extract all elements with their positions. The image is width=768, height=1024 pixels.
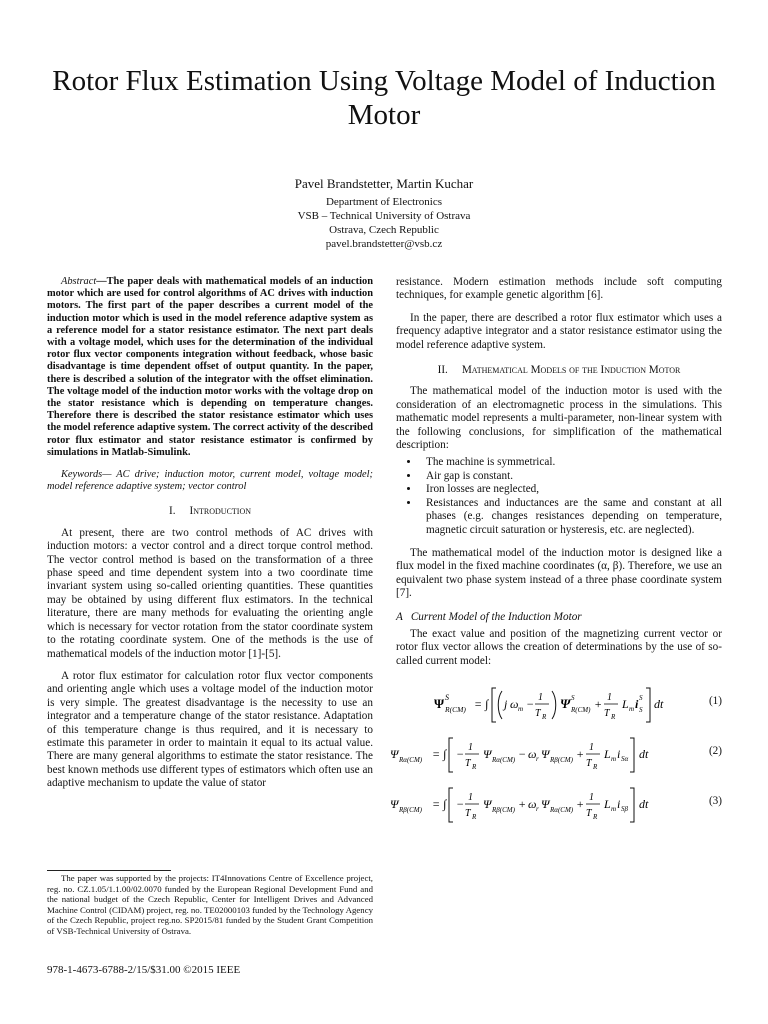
paper-title: Rotor Flux Estimation Using Voltage Model of Induction Motor bbox=[52, 65, 716, 131]
svg-text:R(CM): R(CM) bbox=[571, 706, 591, 715]
svg-text:Sα: Sα bbox=[621, 755, 629, 764]
svg-text:T: T bbox=[535, 708, 541, 720]
svg-text:i: i bbox=[617, 797, 621, 812]
svg-text:Ψ: Ψ bbox=[483, 747, 492, 762]
svg-text:m: m bbox=[518, 705, 524, 714]
svg-text:+: + bbox=[576, 747, 585, 762]
svg-text:R: R bbox=[472, 763, 477, 772]
svg-text:L: L bbox=[622, 697, 629, 712]
equation-number: (2) bbox=[708, 745, 722, 758]
list-item: • Iron losses are neglected, bbox=[420, 483, 722, 496]
svg-text:1: 1 bbox=[589, 742, 594, 754]
affiliation-university: VSB – Technical University of Ostrava bbox=[297, 210, 471, 222]
assumption-list bbox=[396, 456, 722, 536]
equation-1-formula bbox=[434, 682, 704, 726]
svg-text:S: S bbox=[639, 694, 643, 703]
svg-text:T: T bbox=[465, 758, 471, 770]
svg-text:dt: dt bbox=[654, 697, 664, 712]
keywords-text: — AC drive; induction motor, current model, voltage model; model reference adaptive system; vector control bbox=[47, 469, 373, 493]
svg-text:1: 1 bbox=[468, 742, 473, 754]
funding-footnote bbox=[47, 873, 373, 937]
models-paragraph-2: The mathematical model of the induction motor is designed like a flux model in the fixed machine coordinates (α, β). Therefore, we use an equivalent two phase system instead of a three phase coordinate system [7]. bbox=[396, 546, 722, 600]
svg-text:= ∫: = ∫ bbox=[432, 797, 447, 812]
svg-text:1: 1 bbox=[589, 792, 594, 804]
left-column bbox=[47, 276, 373, 791]
svg-text:dt: dt bbox=[639, 797, 649, 812]
section-heading-models bbox=[396, 364, 722, 377]
subsection-title: Current Model of the Induction Motor bbox=[410, 610, 582, 623]
svg-text:−: − bbox=[526, 697, 535, 712]
svg-text:j: j bbox=[504, 697, 508, 712]
equation-1 bbox=[396, 682, 722, 726]
abstract-label: Abstract bbox=[61, 276, 97, 287]
models-paragraph-1: The mathematical model of the induction motor is used with the consideration of an electromagnetic process in the simulations. This mathematic model represents a multi-parameter, non-linear system with the following conclusions, for simplification of the mathematical description: bbox=[396, 385, 722, 452]
author-list: Pavel Brandstetter, Martin Kuchar bbox=[294, 176, 474, 191]
right-column bbox=[390, 276, 722, 832]
intro-paragraph-continued: resistance. Modern estimation methods include soft computing techniques, for example genetic algorithm [6]. bbox=[396, 276, 722, 302]
svg-text:= ∫: = ∫ bbox=[432, 747, 447, 762]
section-title: Introduction bbox=[189, 505, 252, 518]
list-item: • Air gap is constant. bbox=[420, 470, 722, 483]
svg-text:T: T bbox=[465, 808, 471, 820]
equation-lhs-symbol: Ψ bbox=[390, 747, 399, 762]
section-title: Mathematical Models of the Induction Motor bbox=[461, 364, 681, 377]
models-paragraph-3: The exact value and position of the magnetizing current vector or rotor flux vector allows the creation of determinations by the use of so-called current model: bbox=[396, 627, 722, 667]
equation-2-formula bbox=[390, 732, 680, 776]
equation-lhs-subscript: Rβ(CM) bbox=[399, 806, 422, 815]
equation-number: (1) bbox=[708, 695, 722, 708]
svg-text:i: i bbox=[617, 747, 621, 762]
svg-text:R: R bbox=[472, 813, 477, 822]
svg-text:L: L bbox=[604, 797, 611, 812]
svg-text:Ψ: Ψ bbox=[541, 797, 550, 812]
equation-lhs-subscript: Rα(CM) bbox=[399, 756, 423, 765]
svg-text:r: r bbox=[536, 805, 539, 814]
svg-text:T: T bbox=[586, 808, 592, 820]
svg-text:ω: ω bbox=[528, 747, 537, 762]
section-heading-introduction bbox=[47, 505, 373, 518]
svg-text:R: R bbox=[593, 763, 598, 772]
svg-text:dt: dt bbox=[639, 747, 649, 762]
svg-text:S: S bbox=[571, 694, 575, 703]
svg-text:1: 1 bbox=[607, 692, 612, 704]
section-number: II. bbox=[437, 364, 448, 377]
intro-paragraph-2: A rotor flux estimator for calculation rotor flux vector components and orienting angle which uses a voltage model of the induction motor is very simple. The greatest disadvantage is the necessity to use an integrator and a temperature change of the stator resistance. Adaptation of this temperature change is thus required, and it is necessary to estimate this parameter in order to maintain it equal to its actual value. There are many general algorithms to estimate the stator resistance. The best known methods use different types of estimators which often use an adaptive mechanism to update the value of stator bbox=[47, 669, 373, 790]
svg-text:Rβ(CM): Rβ(CM) bbox=[550, 756, 573, 765]
abstract-text: —The paper deals with mathematical models of an induction motor which are used for control algorithms of AC drives with induction motors. The first part of the paper describes a current model of the induction motor which is used in the model reference adaptive system as a reference model for a stator resistance estimator. The next part deals with a voltage model, which uses for the determination of the individual rotor flux vector components integration without feedback, whose basic disadvantage is time dependent offset of output quantity. In the paper, there is described a solution of the integrator with the offset elimination. The voltage model of the induction motor works with the voltage drop on the stator resistance which is depending on temperature changes. Therefore there is described the stator resistance estimator which uses the model reference adaptive system. The correct activity of the described rotor flux estimator and stator resistance estimator is confirmed by simulations in Matlab-Simulink. bbox=[47, 276, 373, 458]
svg-text:Rα(CM): Rα(CM) bbox=[492, 756, 516, 765]
svg-text:Rα(CM): Rα(CM) bbox=[550, 806, 574, 815]
svg-text:r: r bbox=[536, 755, 539, 764]
svg-text:L: L bbox=[604, 747, 611, 762]
equation-2 bbox=[390, 732, 722, 776]
svg-text:−: − bbox=[518, 747, 527, 762]
svg-text:+: + bbox=[518, 797, 527, 812]
svg-text:Ψ: Ψ bbox=[560, 696, 571, 712]
equation-lhs-symbol: Ψ bbox=[434, 696, 445, 712]
svg-text:i: i bbox=[635, 697, 639, 712]
footnote-text: The paper was supported by the projects: IT4Innovations Centre of Excellence project, reg. no. CZ.1.05/1.1.00/02.0070 funded by the European Regional Development Fund and the national budget of the Czech Republic, Center for Intelligent Drives and Advanced Machine Control (CIDAM) project, reg. no. TE02000103 funded by the Technology Agency of the Czech Republic, project reg.no. SP2015/81 funded by the Student Grant Competition of VSB-Technical University of Ostrava. bbox=[47, 873, 373, 936]
equation-number: (3) bbox=[708, 795, 722, 808]
svg-text:−: − bbox=[456, 747, 465, 762]
svg-text:R: R bbox=[542, 713, 547, 722]
svg-text:+: + bbox=[576, 797, 585, 812]
svg-text:R: R bbox=[611, 713, 616, 722]
svg-text:Sβ: Sβ bbox=[621, 805, 628, 814]
svg-text:T: T bbox=[586, 758, 592, 770]
affiliation-city: Ostrava, Czech Republic bbox=[329, 224, 439, 236]
svg-text:R: R bbox=[593, 813, 598, 822]
equation-lhs-symbol: Ψ bbox=[390, 797, 399, 812]
svg-text:+: + bbox=[594, 697, 603, 712]
subsection-heading-current-model bbox=[396, 611, 722, 624]
svg-text:m: m bbox=[629, 705, 635, 714]
affiliation-department: Department of Electronics bbox=[325, 196, 443, 208]
svg-text:Rβ(CM): Rβ(CM) bbox=[492, 806, 515, 815]
svg-text:= ∫: = ∫ bbox=[474, 697, 489, 712]
isbn-copyright: 978-1-4673-6788-2/15/$31.00 ©2015 IEEE bbox=[47, 964, 241, 976]
intro-paragraph-3: In the paper, there are described a rotor flux estimator which uses a frequency adaptive integrator and a stator resistance estimator using the model reference adaptive system. bbox=[396, 311, 722, 351]
list-item: • Resistances and inductances are the same and constant at all phases (e.g. changes resistances depending on temperature, magnetic circuit saturation or hysteresis, etc. are neglected). bbox=[420, 497, 722, 537]
svg-text:m: m bbox=[611, 805, 617, 814]
svg-text:Ψ: Ψ bbox=[541, 747, 550, 762]
svg-text:1: 1 bbox=[538, 692, 543, 704]
section-number: I. bbox=[168, 505, 176, 518]
equation-lhs-superscript: S bbox=[445, 693, 449, 703]
keywords bbox=[47, 469, 373, 493]
equation-3 bbox=[390, 782, 722, 826]
footnote-divider bbox=[47, 870, 171, 871]
svg-text:1: 1 bbox=[468, 792, 473, 804]
equation-3-formula bbox=[390, 782, 680, 826]
svg-text:Ψ: Ψ bbox=[483, 797, 492, 812]
svg-text:m: m bbox=[611, 755, 617, 764]
equation-lhs-subscript: R(CM) bbox=[445, 705, 466, 715]
affiliation-email: pavel.brandstetter@vsb.cz bbox=[325, 238, 443, 250]
keywords-label: Keywords bbox=[61, 469, 103, 481]
list-item: • The machine is symmetrical. bbox=[420, 456, 722, 469]
abstract bbox=[47, 276, 373, 459]
svg-text:ω: ω bbox=[510, 697, 519, 712]
svg-text:ω: ω bbox=[528, 797, 537, 812]
affiliation-block bbox=[0, 195, 768, 251]
subsection-letter: A bbox=[396, 610, 403, 623]
svg-text:T: T bbox=[604, 708, 610, 720]
svg-text:−: − bbox=[456, 797, 465, 812]
svg-text:S: S bbox=[639, 706, 643, 715]
intro-paragraph-1: At present, there are two control methods of AC drives with induction motors: a vector control and a direct torque control method. The vector control method is based on the transformation of a three phase speed and time dependent system into a two coordinate time invariant system using so-called orienting quantities. These quantities may be obtained by using different flux estimators. In the technical literature, there are many methods for evaluating the orienting angle which is necessary for vector rotation from the stator coordinate system to the rotating coordinate system. One of the methods is the use of mathematical models of the induction motor [1]-[5]. bbox=[47, 526, 373, 660]
